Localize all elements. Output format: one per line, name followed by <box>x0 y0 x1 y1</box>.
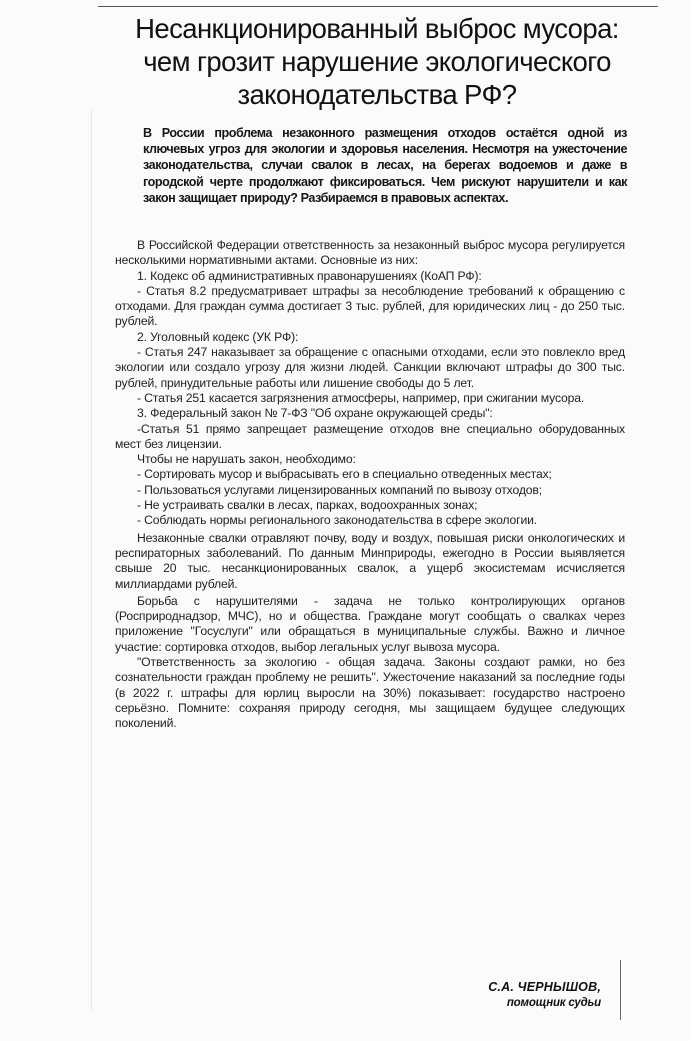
headline-line-2: чем грозит нарушение экологического <box>143 46 611 77</box>
margin-line <box>620 960 621 1020</box>
final-paragraph: "Ответственность за экологию - общая задача. Законы создают рамки, но без сознательности граждан проблему не решить". Ужесточение наказаний за последние годы (в 2022 г. штрафы для юрлиц выросли на 30%) показывает: государство настроено серьёзно. Помните: сохраняя природу сегодня, мы защищаем будущее следующих поколений. <box>115 655 625 731</box>
law-3-title: 3. Федеральный закон № 7-ФЗ "Об охране окружающей среды": <box>137 406 493 421</box>
top-divider <box>98 6 658 7</box>
law-1-title: 1. Кодекс об административных правонарушениях (КоАП РФ): <box>137 268 482 283</box>
page-edge-shadow <box>91 110 92 1010</box>
law-1-article: - Статья 8.2 предусматривает штрафы за несоблюдение требований к обращению с отходами. Для граждан сумма достигает 3 тыс. рублей, для юридических лиц - до 250 тыс. рублей. <box>115 283 625 329</box>
headline-line-1: Несанкционированный выброс мусора: <box>135 13 619 44</box>
intro-paragraph: В Российской Федерации ответственность за незаконный выброс мусора регулируется несколькими нормативными актами. Основные из них: <box>115 238 625 268</box>
author-signature <box>488 980 601 1009</box>
todo-item: - Соблюдать нормы регионального законодательства в сфере экологии. <box>137 513 538 528</box>
law-2-article-247: - Статья 247 наказывает за обращение с опасными отходами, если это повлекло вред экологии или создало угрозу для жизни людей. Санкции включают штрафы до 300 тыс. рублей, принудительные работы или лишение свободы до 5 лет. <box>115 345 625 390</box>
todo-intro: Чтобы не нарушать закон, необходимо: <box>137 452 356 467</box>
todo-item: - Не устраивать свалки в лесах, парках, водоохранных зонах; <box>137 498 478 513</box>
law-3-article: -Статья 51 прямо запрещает размещение отходов вне специально оборудованных мест без лицензии. <box>115 421 625 451</box>
fight-paragraph: Борьба с нарушителями - задача не только контролирующих органов (Росприроднадзор, МЧС), но и общества. Граждане могут сообщать о свалках через приложение "Госуслуги" или обращаться в муниципальные службы. Важно и личное участие: сортировка отходов, выбор легальных услуг вывоза мусора. <box>115 593 625 654</box>
article-lead <box>115 125 627 206</box>
headline-line-3: законодательства РФ? <box>237 79 517 110</box>
article-headline <box>112 12 642 111</box>
harm-paragraph: Незаконные свалки отравляют почву, воду и воздух, повышая риски онкологических и респираторных заболеваний. По данным Минприроды, ежегодно в России выявляется свыше 20 тыс. несанкционированных свалок, а ущерб экосистемам исчисляется миллиардами рублей. <box>115 530 625 591</box>
author-name: С.А. ЧЕРНЫШОВ, <box>488 980 601 994</box>
todo-item: - Сортировать мусор и выбрасывать его в специально отведенных местах; <box>137 467 552 482</box>
todo-item: - Пользоваться услугами лицензированных компаний по вывозу отходов; <box>137 482 542 497</box>
law-2-article-251: - Статья 251 касается загрязнения атмосферы, например, при сжигании мусора. <box>137 390 585 405</box>
lead-paragraph: В России проблема незаконного размещения отходов остаётся одной из ключевых угроз для экологии и здоровья населения. Несмотря на ужесточение законодательства, случаи свалок в лесах, на берегах водоемов и даже в городской черте продолжают фиксироваться. Чем рискуют нарушители и как закон защищает природу? Разбираемся в правовых аспектах. <box>143 126 627 205</box>
article-body <box>115 238 625 732</box>
author-position: помощник судьи <box>506 997 601 1009</box>
law-2-title: 2. Уголовный кодекс (УК РФ): <box>137 329 299 344</box>
